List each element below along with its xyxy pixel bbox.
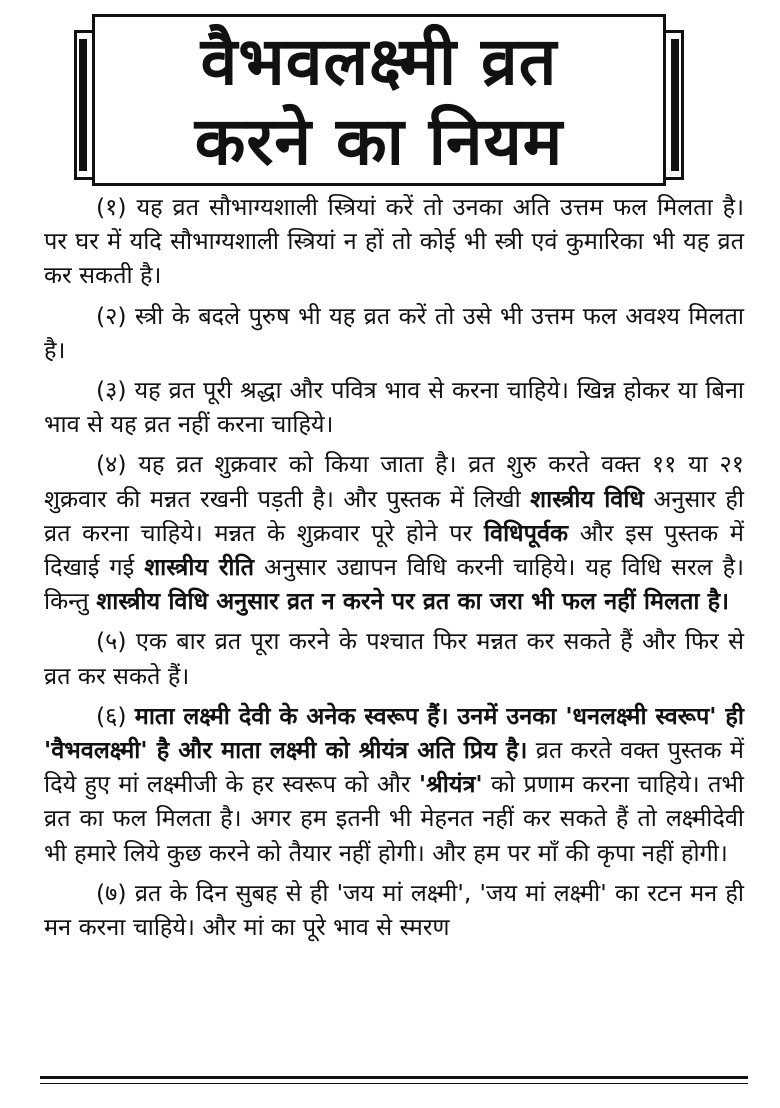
rule-number: (६) xyxy=(96,701,127,730)
rule-number: (७) xyxy=(96,878,127,907)
rule-text: यह व्रत सौभाग्यशाली स्त्रियां करें तो उनका अति उत्तम फल मिलता है। पर घर में यदि सौभाग्यशाली स्त्रियां न हों तो कोई भी स्त्री एवं कुमारिका भी यह व्रत कर सकती है। xyxy=(44,193,744,290)
rule-number: (५) xyxy=(96,627,127,656)
rule-paragraph xyxy=(44,190,744,293)
title-banner xyxy=(92,14,666,186)
rule-paragraph xyxy=(44,447,744,618)
rules-body xyxy=(44,190,744,944)
title-line-2: करने का नियम xyxy=(194,103,564,180)
rule-text-bold: शास्त्रीय विधि xyxy=(530,484,644,513)
rule-text: और इस पुस्तक में दिखाई गई xyxy=(44,518,744,582)
rule-text-bold: विधिपूर्वक xyxy=(483,518,569,547)
rule-text: स्त्री के बदले पुरुष भी यह व्रत करें तो उसे भी उत्तम फल अवश्य मिलता है। xyxy=(44,301,744,364)
rule-text: यह व्रत पूरी श्रद्धा और पवित्र भाव से करना चाहिये। खिन्न होकर या बिना भाव से यह व्रत नहीं करना चाहिये। xyxy=(44,376,744,439)
rule-text-bold: 'श्रीयंत्र' xyxy=(418,770,483,799)
rule-paragraph xyxy=(44,373,744,441)
rule-number: (१) xyxy=(96,193,127,221)
rule-number: (४) xyxy=(96,450,127,479)
bottom-divider-thin xyxy=(40,1083,748,1084)
rule-paragraph xyxy=(44,876,744,944)
rule-text-bold: शास्त्रीय रीति xyxy=(144,553,254,582)
rule-text: एक बार व्रत पूरा करने के पश्चात फिर मन्नत कर सकते हैं और फिर से व्रत कर सकते हैं। xyxy=(44,627,744,690)
rule-paragraph xyxy=(44,699,744,870)
rule-text: व्रत करते वक्त पुस्तक में दिये हुए मां लक्ष्मीजी के हर स्वरूप को और xyxy=(44,736,744,799)
rule-text: अनुसार ही व्रत करना चाहिये। मन्नत के शुक्रवार पूरे होने पर xyxy=(44,484,744,547)
rule-text-bold: माता लक्ष्मी देवी के अनेक स्वरूप हैं। उनमें उनका 'धनलक्ष्मी स्वरूप' ही 'वैभवलक्ष्मी' है और माता लक्ष्मी को श्रीयंत्र अति प्रिय है। xyxy=(44,701,744,765)
bottom-divider xyxy=(40,1076,748,1079)
rule-text: यह व्रत शुक्रवार को किया जाता है। व्रत शुरु करते वक्त ११ या २१ शुक्रवार की मन्नत रखनी पड़ती है। और पुस्तक में लिखी xyxy=(44,450,744,513)
rule-text-bold: शास्त्रीय विधि अनुसार व्रत न करने पर व्रत का जरा भी फल नहीं मिलता है। xyxy=(96,587,730,616)
rule-text: अनुसार उद्यापन विधि करनी चाहिये। यह विधि सरल है। किन्तु xyxy=(44,553,744,616)
rule-text: को प्रणाम करना चाहिये। तभी व्रत का फल मिलता है। अगर हम इतनी भी मेहनत नहीं कर सकते हैं तो लक्ष्मीदेवी भी हमारे लिये कुछ करने को तैयार नहीं होगी। और हम पर माँ की कृपा नहीं होगी। xyxy=(44,770,744,867)
rule-paragraph xyxy=(44,299,744,367)
rule-number: (३) xyxy=(96,376,127,405)
rule-number: (२) xyxy=(96,301,127,330)
rule-paragraph xyxy=(44,624,744,692)
rule-text: व्रत के दिन सुबह से ही 'जय मां लक्ष्मी', 'जय मां लक्ष्मी' का रटन मन ही मन करना चाहिये। और मां का पूरे भाव से स्मरण xyxy=(44,878,744,942)
title-line-1: वैभवलक्ष्मी व्रत xyxy=(200,23,558,100)
